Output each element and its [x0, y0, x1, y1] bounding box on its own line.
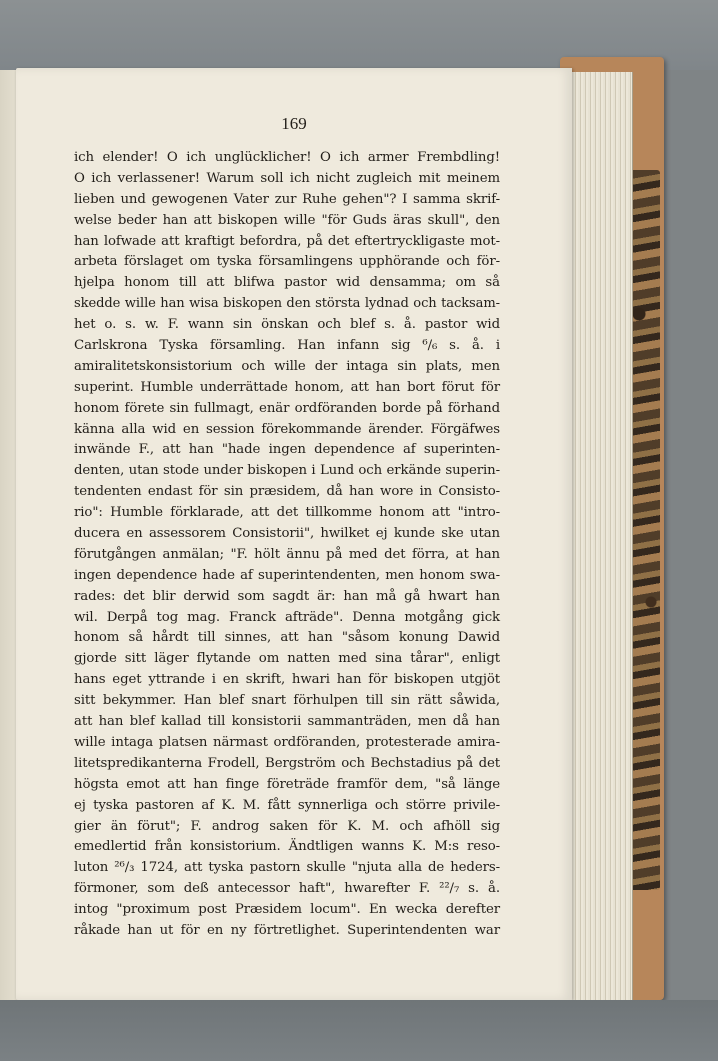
- text-line: emedlertid från konsistorium. Ändtligen wanns K. M:s reso-: [74, 839, 500, 855]
- text-line: högsta emot att han finge företräde framför dem, "så länge: [74, 776, 500, 792]
- text-line: hjelpa honom till att blifwa pastor wid densamma; om så: [74, 275, 500, 291]
- page-number: 169: [281, 114, 307, 133]
- text-line: lieben und gewogenen Vater zur Ruhe gehen"? I samma skrif-: [74, 191, 500, 207]
- text-line: råkade han ut för en ny förtretlighet. Superintendenten war: [74, 922, 500, 938]
- text-line: superint. Humble underrättade honom, att han bort förut för: [74, 379, 500, 395]
- text-line: ich elender! O ich unglücklicher! O ich armer Frembdling!: [74, 150, 500, 165]
- text-line: ej tyska pastoren af K. M. fått synnerliga och större privile-: [74, 797, 500, 813]
- text-line: förutgången anmälan; "F. hölt ännu på med det förra, at han: [74, 546, 500, 562]
- text-line: wil. Derpå tog mag. Franck afträde". Denna motgång gick: [74, 609, 500, 625]
- text-line: luton ²⁶/₃ 1724, att tyska pastorn skulle "njuta alla de heders-: [74, 860, 500, 876]
- text-line: O ich verlassener! Warum soll ich nicht zugleich mit meinem: [74, 170, 500, 186]
- text-line: denten, utan stode under biskopen i Lund och erkände superin-: [74, 463, 500, 479]
- text-line: hans eget yttrande i en skrift, hwari han för biskopen utgjöt: [74, 672, 500, 688]
- text-line: het o. s. w. F. wann sin önskan och blef s. å. pastor wid: [74, 317, 500, 333]
- text-line: rio": Humble förklarade, att det tillkomme honom att "intro-: [74, 505, 500, 521]
- text-line: ducera en assessorem Consistorii", hwilket ej kunde ske utan: [74, 526, 500, 542]
- marbled-page-edge: [630, 170, 660, 890]
- text-line: gjorde sitt läger flytande om natten med sina tårar", enligt: [74, 651, 500, 667]
- text-line: sitt bekymmer. Han blef snart förhulpen till sin rätt såwida,: [74, 693, 500, 709]
- text-line: rades: det blir derwid som sagdt är: han må gå hwart han: [74, 588, 500, 604]
- text-line: litetspredikanterna Frodell, Bergström och Bechstadius på det: [74, 755, 500, 771]
- text-line: inwände F., att han "hade ingen dependence af superinten-: [74, 442, 500, 458]
- text-line: honom så hårdt till sinnes, att han "såsom konung Dawid: [74, 630, 500, 646]
- text-line: gier än förut"; F. androg saken för K. M. och afhöll sig: [74, 818, 500, 834]
- text-line: att han blef kallad till konsistorii sammanträden, men då han: [74, 714, 500, 730]
- text-line: förmoner, som deß antecessor haft", hwarefter F. ²²/₇ s. å.: [74, 881, 500, 897]
- book-page: [16, 68, 572, 1000]
- text-line: welse beder han att biskopen wille "för Guds äras skull", den: [74, 212, 500, 228]
- page-stack-edge: [568, 72, 633, 1000]
- text-line: honom förete sin fullmagt, enär ordföranden borde på förhand: [74, 400, 500, 416]
- body-text: [74, 148, 500, 942]
- text-line: skedde wille han wisa biskopen den största lydnad och tacksam-: [74, 296, 500, 312]
- text-line: intog "proximum post Præsidem locum". En wecka derefter: [74, 902, 500, 918]
- text-line: han lofwade att kraftigt befordra, på det eftertryckligaste mot-: [74, 233, 500, 249]
- text-line: arbeta förslaget om tyska församlingens upphörande och för-: [74, 254, 500, 270]
- text-line: ingen dependence hade af superintendenten, men honom swa-: [74, 567, 500, 583]
- text-line: wille intaga platsen närmast ordföranden, protesterade amira-: [74, 734, 500, 750]
- text-line: Carlskrona Tyska församling. Han infann sig ⁶/₆ s. å. i: [74, 338, 500, 354]
- text-line: tendenten endast för sin præsidem, då han wore in Consisto-: [74, 484, 500, 500]
- background-bottom: [0, 1000, 718, 1061]
- text-line: känna alla wid en session förekommande ärender. Förgäfwes: [74, 421, 500, 437]
- text-line: amiralitetskonsistorium och wille der intaga sin plats, men: [74, 358, 500, 374]
